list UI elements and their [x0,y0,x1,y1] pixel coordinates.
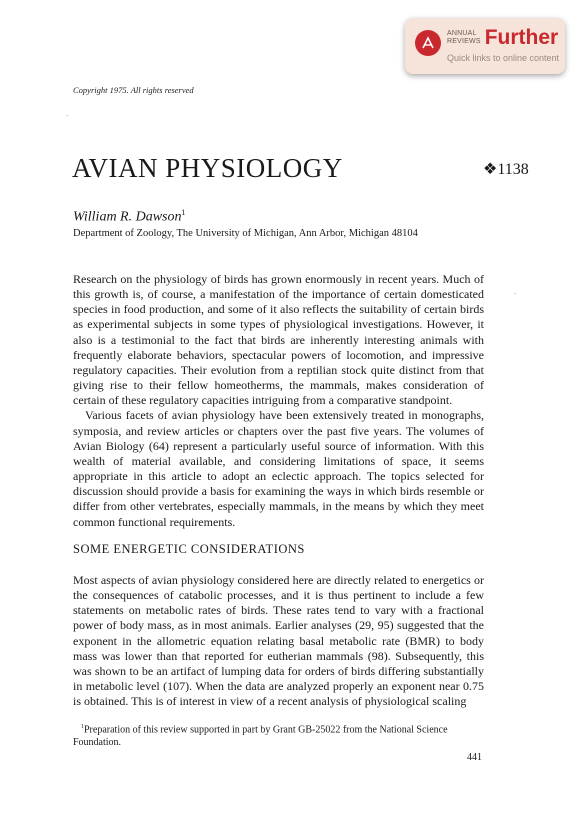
quick-links-label: Quick links to online content [447,53,560,63]
author-affiliation: Department of Zoology, The University of Michigan, Ann Arbor, Michigan 48104 [73,228,418,239]
energetics-section [73,573,484,709]
annual-reviews-label: ANNUAL REVIEWS [447,30,481,45]
author-footnote-mark: 1 [181,208,186,217]
section-heading: SOME ENERGETIC CONSIDERATIONS [73,542,305,556]
intro-section [73,272,484,530]
article-code: ❖1138 [483,161,529,178]
further-label: Further [484,26,559,49]
copyright-notice: Copyright 1975. All rights reserved [73,85,194,95]
author-name: William R. Dawson$^1$ [73,208,186,225]
article-title: AVIAN PHYSIOLOGY [72,153,343,183]
paragraph: Research on the physiology of birds has grown enormously in recent years. Much of this growth is, of course, a manifestation of the importance of certain domesticated species in food production, and some of it also reflects the suitability of certain birds as experimental subjects in some types of physiological investigations. However, it also is a testimonial to the fact that birds are inherently interesting animals with frequently elaborate behaviors, spectacular powers of locomotion, and impressive regulatory capacities. Their evolution from a reptilian stock quite distinct from that giving rise to their fellow homeotherms, the mammals, makes consideration of certain of these regulatory capacities intriguing from a comparative standpoint. [73,272,484,408]
stray-mark: · [514,290,517,298]
paragraph: Most aspects of avian physiology considered here are directly related to energetics or the consequences of catabolic processes, and it is thus pertinent to include a few statements on metabolic rates of birds. These rates tend to vary with a fractional power of body mass, as in most animals. Earlier analyses (29, 95) suggested that the exponent in the allometric equation relating basal metabolic rate (BMR) to body mass was lower than that reported for eutherian mammals (98). Subsequently, this was shown to be an artifact of lumping data for orders of birds differing substantially in metabolic level (107). When the data are analyzed properly an exponent near 0.75 is obtained. This is of interest in view of a recent analysis of physiological scaling [73,573,484,709]
page-number: 441 [467,752,482,763]
stray-mark: · [66,112,69,120]
annual-reviews-logo-icon [415,30,441,56]
paragraph: Various facets of avian physiology have been extensively treated in monographs, symposia, and review articles or chapters over the past five years. The volumes of Avian Biology (64) represent a particularly useful source of information. With this wealth of material available, and considering limitations of space, it seems appropriate in this article to adopt an eclectic approach. The topics selected for discussion should provide a basis for examining the ways in which birds resemble or differ from other vertebrates, especially mammals, in the means by which they meet common functional requirements. [73,408,484,529]
further-badge[interactable] [405,18,565,74]
footnote: $^1$Preparation of this review supported in part by Grant GB-25022 from the National Science Foundation. [73,724,448,749]
